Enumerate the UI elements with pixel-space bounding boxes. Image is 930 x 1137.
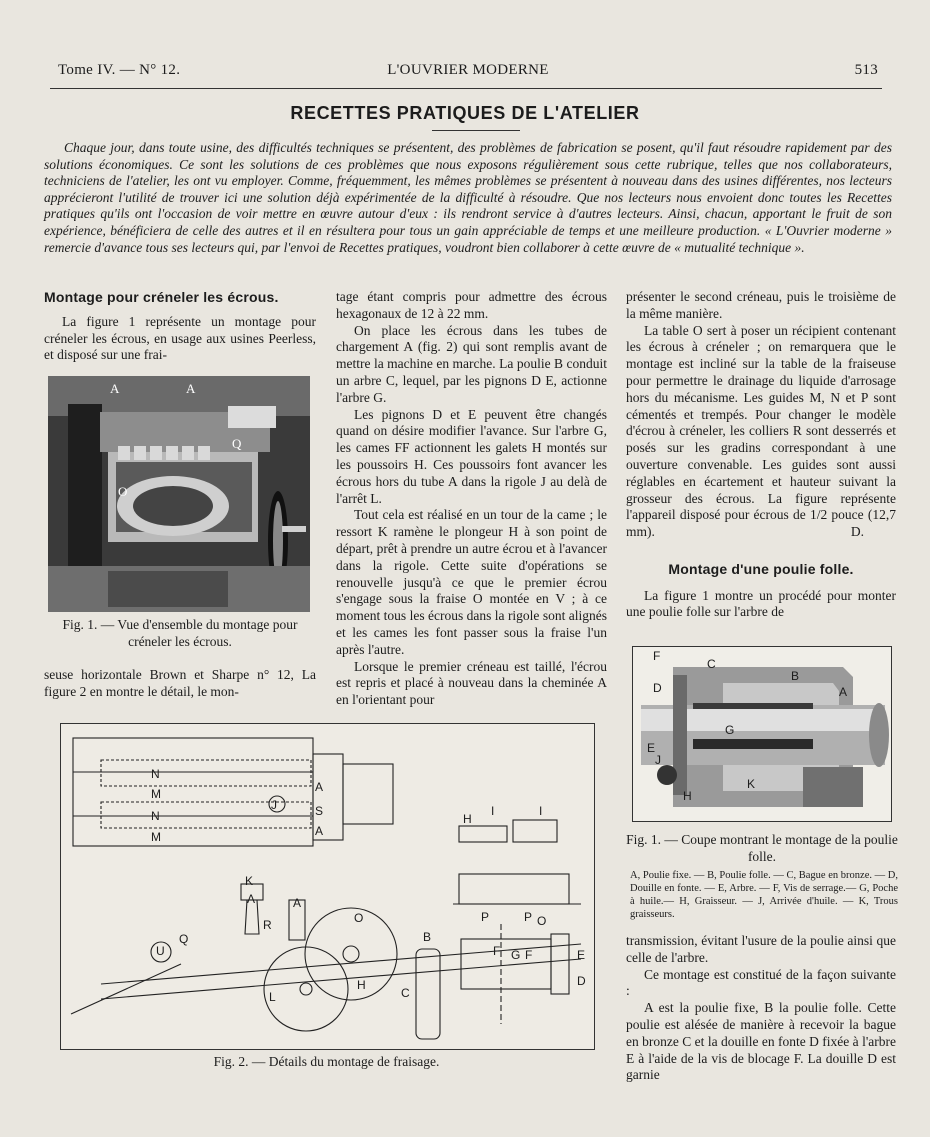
article2-para3: Ce montage est constitué de la façon suivante : — [626, 966, 896, 999]
journal-title: L'OUVRIER MODERNE — [387, 62, 549, 78]
fig2-label: J — [271, 798, 277, 812]
fig3-label-d: D — [653, 681, 662, 695]
fig2-label: N — [151, 809, 160, 823]
fig2-label: N — [151, 767, 160, 781]
running-head — [58, 62, 878, 84]
intro-paragraph: Chaque jour, dans toute usine, des difficultés techniques se présentent, des problèmes de fabrication se posent, qu'il faut résoudre rapidement par des solutions économiques. Ce sont les solutions de ces problèmes que nous exposons régulièrement sous cette rubrique, telles que nos collaborateurs, techniciens de l'atelier, les ont vu employer. Comme, fréquemment, les mêmes problèmes se présentent à nouveau dans des usines différentes, nos lecteurs apprécieront l'utilité de trouver ici une solution déjà expérimentée de la difficulté à résoudre. Que nos lecteurs nous envoient donc toutes les Recettes pratiques qu'ils ont l'occasion de voir mettre en œuvre autour d'eux : ils rendront service à d'autres lecteurs. Ainsi, chacun, apportant le fruit de son expérience, bénéficiera de celle des autres et il en résultera pour tous un gain appréciable de temps et une meilleure production. « L'Ouvrier moderne » remercie d'avance tous ses lecteurs qui, par l'envoi de Recettes pratiques, voudront bien collaborer à cette œuvre de « mutualité technique ». — [44, 140, 892, 255]
column-1-bottom — [44, 667, 316, 701]
fig2-label: U — [156, 944, 165, 958]
fig2-label: I — [539, 804, 543, 818]
fig2-label: O — [537, 914, 547, 928]
fig3-label-h: H — [683, 789, 692, 803]
article1-col3-para1: présenter le second créneau, puis le troisième de la même manière. — [626, 289, 896, 321]
fig3-label-f: F — [653, 649, 661, 663]
article1-heading: Montage pour créneler les écrous. — [44, 289, 279, 305]
fig2-label: R — [263, 918, 272, 932]
fig1-label-a: A — [186, 381, 196, 396]
fig2-label: D — [577, 974, 586, 988]
fig-pulley-caption: Fig. 1. — Coupe montrant le montage de la poulie folle. — [626, 832, 898, 864]
header-rule — [50, 88, 882, 89]
fig2-label: A — [293, 896, 302, 910]
fig2-label: K — [245, 874, 254, 888]
title-rule — [432, 130, 520, 131]
fig3-label-b: B — [791, 669, 800, 683]
fig1-label-o: O — [118, 484, 128, 499]
article2-para4: A est la poulie fixe, B la poulie folle. Cette poulie est alésée de manière à recevoir la bague en bronze C et la douille en fonte D fixée à l'arbre E à l'aide de la vis de blocage F. La douille D est garnie — [626, 1000, 896, 1083]
article1-para1: La figure 1 représente un montage pour créneler les écrous, en usage aux usines Peerless, et disposé sur une frai- — [44, 313, 316, 363]
article1-col3-para2: La table O sert à poser un récipient contenant les écrous à créneler ; on remarquera que le montage est incliné sur la table de la fraiseuse pour permettre le drainage du liquide d'arrosage hors du mécanisme. Les guides M, N et P sont cémentés et trempés. Pour changer le modèle d'écrou à créneler, les colliers R sont desserrés et posés sur les gradins correspondant à une ouverture convenable. Les guides sont aussi réglables en écartement et hauteur suivant la grosseur des écrous. La figure représente l'appareil disposé pour écrous de 1/2 pouce (12,7 mm). — [626, 322, 896, 540]
fig2-label: A — [247, 892, 256, 906]
fig2-label: H — [463, 812, 472, 826]
fig2-label: F — [493, 944, 501, 958]
column-1 — [44, 289, 316, 364]
fig2-label: E — [577, 948, 586, 962]
fig1-label-q: Q — [232, 436, 242, 451]
fig1-caption: Fig. 1. — Vue d'ensemble du montage pour créneler les écrous. — [62, 617, 298, 649]
fig2-label: L — [269, 990, 276, 1004]
article1-para1-cont: seuse horizontale Brown et Sharpe n° 12, La figure 2 en montre le détail, le mon- — [44, 667, 316, 699]
column-2 — [336, 289, 607, 709]
fig2-label: M — [151, 830, 161, 844]
volume-issue: Tome IV. — N° 12. — [58, 62, 181, 78]
article2-para2: transmission, évitant l'usure de la poulie ainsi que celle de l'arbre. — [626, 933, 896, 965]
article2-para1: La figure 1 montre un procédé pour monter une poulie folle sur l'arbre de — [626, 587, 896, 620]
fig2-technical-drawing — [60, 723, 595, 1050]
fig2-label: B — [423, 930, 432, 944]
fig2-label: A — [315, 824, 324, 838]
column-3-bottom — [626, 933, 896, 1084]
fig3-label-a: A — [839, 685, 848, 699]
fig2-caption: Fig. 2. — Détails du montage de fraisage. — [213, 1054, 440, 1069]
fig2-label: A — [315, 780, 324, 794]
fig3-label-e: E — [647, 741, 656, 755]
fig2-label: C — [401, 986, 410, 1000]
fig2-label: P — [481, 910, 490, 924]
section-title: RECETTES PRATIQUES DE L'ATELIER — [290, 103, 640, 123]
column-3 — [626, 289, 896, 621]
fig3-label-k: K — [747, 777, 756, 791]
article1-signature: D. — [850, 523, 864, 539]
fig-pulley-legend: A, Poulie fixe. — B, Poulie folle. — C, Bague en bronze. — D, Douille en fonte. — E, Arbre. — F, Vis de serrage.— G, Poche à huile.— H, Graisseur. — J, Arrivée d'huile. — K, Trous graisseurs. — [630, 870, 898, 920]
fig2-label: Q — [179, 932, 189, 946]
fig2-label: O — [354, 911, 364, 925]
fig3-label-c: C — [707, 657, 716, 671]
article2-heading: Montage d'une poulie folle. — [668, 560, 854, 577]
fig2-label: P — [524, 910, 533, 924]
page-number: 513 — [854, 62, 878, 78]
fig2-label: F — [525, 948, 533, 962]
fig1-photo — [48, 376, 310, 612]
fig2-label: G — [511, 948, 521, 962]
article1-col2-para5: Lorsque le premier créneau est taillé, l'écrou est repris et placé à nouveau dans la cheminée A en l'orientant pour — [336, 658, 607, 708]
fig2-label: S — [315, 804, 324, 818]
fig1-label-a: A — [110, 381, 120, 396]
fig-pulley-cross-section — [632, 646, 892, 822]
article1-col2-para1: tage étant compris pour admettre des écrous hexagonaux de 12 à 22 mm. — [336, 289, 607, 321]
article1-col2-para4: Tout cela est réalisé en un tour de la came ; le ressort K ramène le plongeur H à son point de départ, prêt à prendre un autre écrou et à l'avancer dans la rigole. Cette suite d'opérations se renouvelle jusqu'à ce que le premier écrou s'engage sous la fraise O montée en V ; à ce moment tous les écrous dans la rigole sont alignés et les cames les font passer sous la fraise l'un après l'autre. — [336, 507, 607, 657]
fig2-label: I — [491, 804, 495, 818]
article1-col2-para2: On place les écrous dans les tubes de chargement A (fig. 2) qui sont remplis avant de mettre la machine en marche. La poulie B conduit un arbre C, lequel, par les pignons D E, actionne l'arbre G. — [336, 322, 607, 405]
fig3-label-g: G — [725, 723, 735, 737]
article1-col2-para3: Les pignons D et E peuvent être changés quand on désire modifier l'avance. Sur l'arbre G, les cames FF actionnent les galets H montés sur les poussoirs H. Ces poussoirs font avancer les écrous hors du tube A dans la rigole J au delà de l'arrêt L. — [336, 406, 607, 506]
fig2-label: H — [357, 978, 366, 992]
fig3-label-j: J — [655, 753, 661, 767]
fig2-label: M — [151, 787, 161, 801]
